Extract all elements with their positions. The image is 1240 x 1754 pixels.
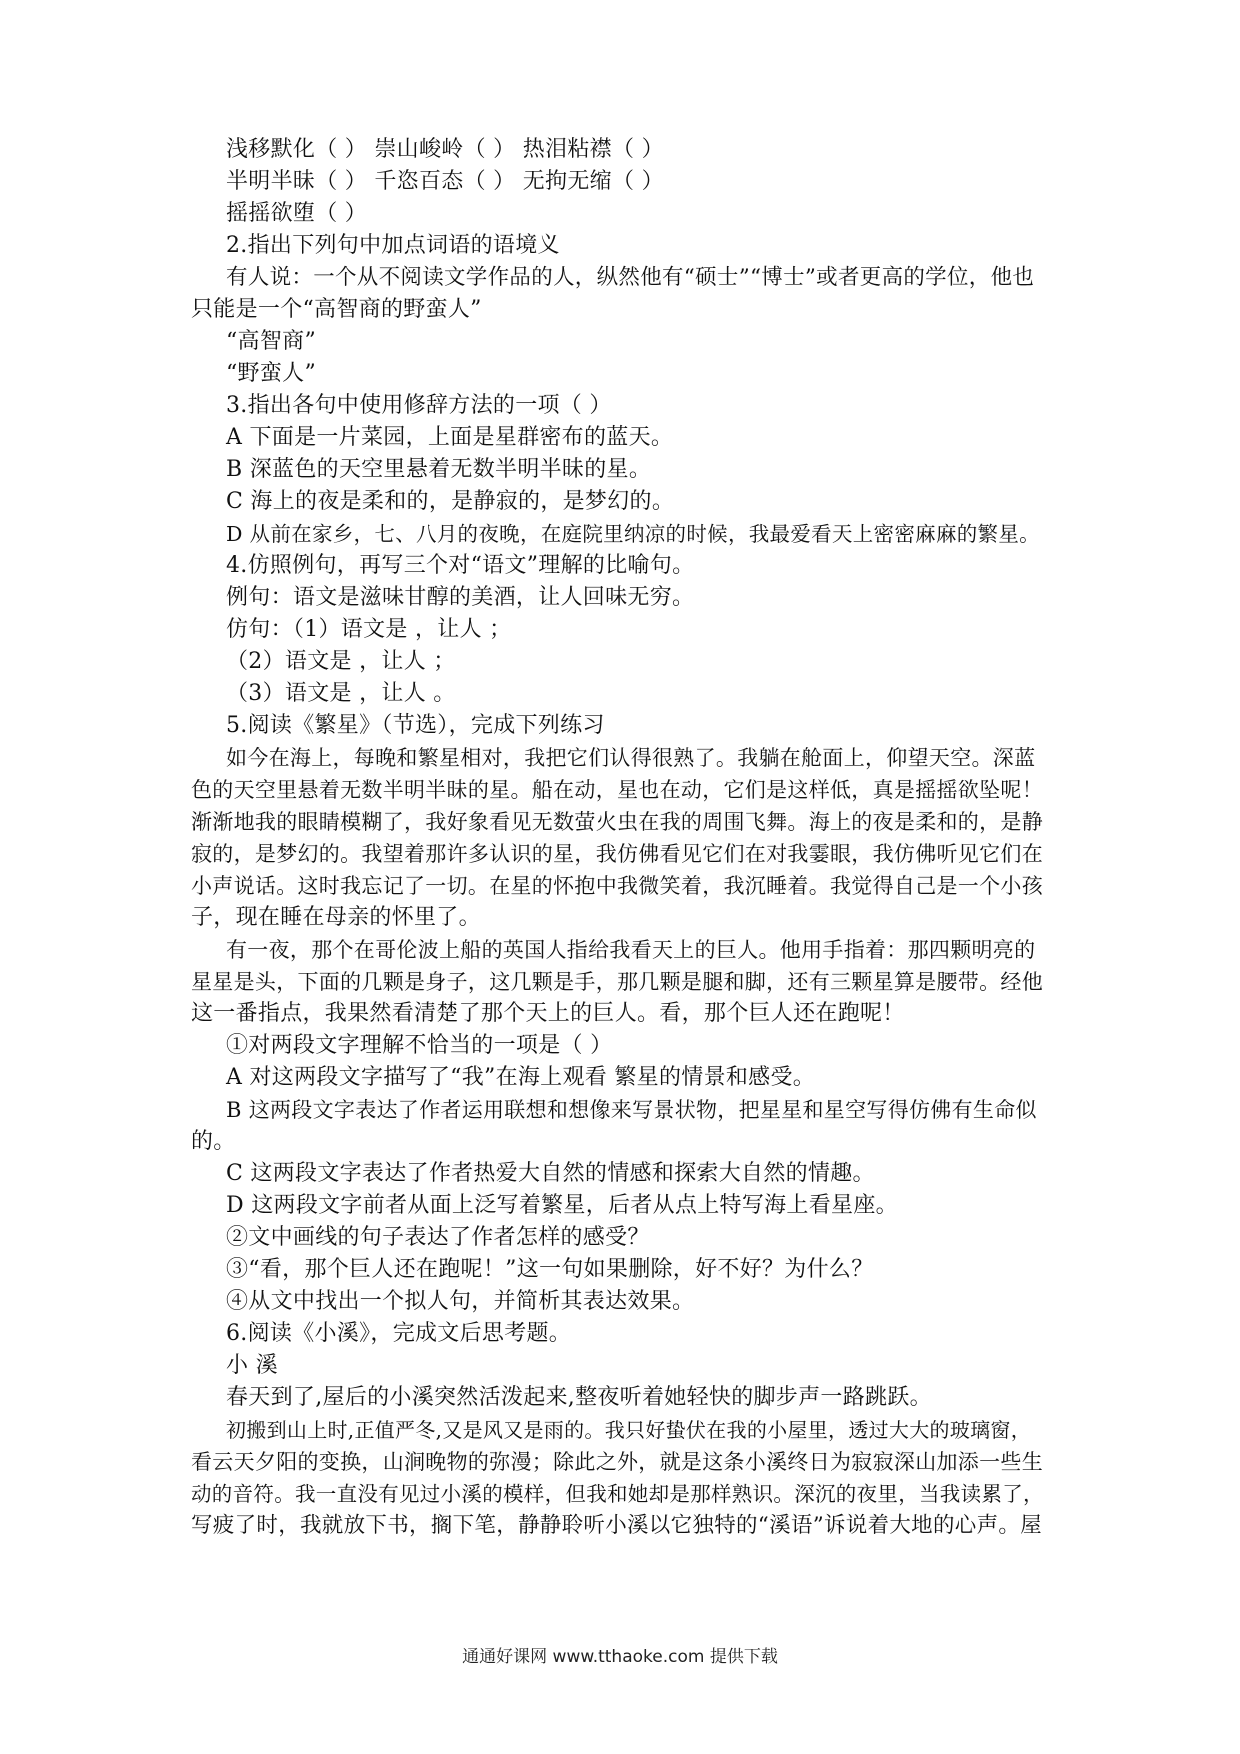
- question-6-title: 6.阅读《小溪》，完成文后思考题。: [226, 1321, 572, 1346]
- page-footer: 通通好课网 www.tthaoke.com 提供下载: [462, 1647, 778, 1667]
- question-3-title: 3.指出各句中使用修辞方法的一项（ ）: [226, 393, 612, 418]
- q4-example: 例句：语文是滋味甘醇的美酒，让人回味无穷。: [226, 585, 695, 610]
- q5-sub-1-option-b: B 这两段文字表达了作者运用联想和想像来写景状物，把星星和星空写得仿佛有生命似: [226, 1098, 1037, 1122]
- q2-passage-line-2: 只能是一个“高智商的野蛮人”: [191, 297, 482, 322]
- q6-passage-line-1: 春天到了,屋后的小溪突然活泼起来,整夜听着她轻快的脚步声一路跳跃。: [226, 1385, 932, 1410]
- q4-blank-1: 仿句：（1）语文是 ，让人 ；: [226, 617, 512, 642]
- q5-passage-line-1: 如今在海上，每晚和繁星相对，我把它们认得很熟了。我躺在舱面上，仰望天空。深蓝: [226, 746, 1036, 770]
- q3-option-a: A 下面是一片菜园，上面是星群密布的蓝天。: [226, 425, 674, 450]
- q2-passage-line-1: 有人说：一个从不阅读文学作品的人，纵然他有“硕士”“博士”或者更高的学位，他也: [226, 265, 1035, 290]
- q5-passage-line-9: 这一番指点，我果然看清楚了那个天上的巨人。看，那个巨人还在跑呢！: [191, 1001, 905, 1026]
- q3-option-c: C 海上的夜是柔和的，是静寂的，是梦幻的。: [226, 489, 675, 514]
- q5-sub-1-option-c: C 这两段文字表达了作者热爱大自然的情感和探索大自然的情趣。: [226, 1161, 875, 1186]
- q5-passage-line-8: 星星是头，下面的几颗是身子，这几颗是手，那几颗是腿和脚，还有三颗星算是腰带。经他: [191, 970, 1043, 994]
- q6-passage-line-2: 初搬到山上时,正值严冬,又是风又是雨的。我只好蛰伏在我的小屋里，透过大大的玻璃窗，: [226, 1418, 1032, 1442]
- question-2-title: 2.指出下列句中加点词语的语境义: [226, 233, 560, 258]
- q6-passage-title: 小 溪: [226, 1353, 278, 1378]
- idiom-row-1: 浅移默化（ ） 崇山峻岭（ ） 热泪粘襟（ ）: [226, 137, 664, 162]
- q5-sub-4: ④从文中找出一个拟人句，并简析其表达效果。: [226, 1289, 695, 1314]
- q5-passage-line-3: 渐渐地我的眼睛模糊了，我好象看见无数萤火虫在我的周围飞舞。海上的夜是柔和的，是静: [191, 810, 1043, 834]
- q4-blank-2: （2）语文是 ，让人 ；: [226, 649, 456, 674]
- q6-passage-line-3: 看云天夕阳的变换，山涧晚物的弥漫；除此之外，就是这条小溪终日为寂寂深山加添一些生: [191, 1450, 1043, 1474]
- q5-sub-1-option-d: D 这两段文字前者从面上泛写着繁星，后者从点上特写海上看星座。: [226, 1193, 898, 1218]
- q5-sub-1-option-a: A 对这两段文字描写了“我”在海上观看 繁星的情景和感受。: [226, 1065, 816, 1090]
- q5-sub-1-option-b-cont: 的。: [191, 1129, 236, 1154]
- q5-sub-3: ③“看，那个巨人还在跑呢！”这一句如果删除，好不好？为什么？: [226, 1257, 874, 1282]
- q5-passage-line-2: 色的天空里悬着无数半明半昧的星。船在动，星也在动，它们是这样低，真是摇摇欲坠呢！: [191, 778, 1043, 802]
- q3-option-b: B 深蓝色的天空里悬着无数半明半昧的星。: [226, 457, 652, 482]
- q3-option-d: D 从前在家乡，七、八月的夜晚，在庭院里纳凉的时候，我最爱看天上密密麻麻的繁星。: [226, 522, 1040, 546]
- q5-passage-line-7: 有一夜，那个在哥伦波上船的英国人指给我看天上的巨人。他用手指着：那四颗明亮的: [226, 938, 1036, 962]
- q2-term-2: “野蛮人”: [226, 361, 316, 386]
- question-4-title: 4.仿照例句，再写三个对“语文”理解的比喻句。: [226, 553, 695, 578]
- q2-term-1: “高智商”: [226, 329, 316, 354]
- q5-sub-2: ②文中画线的句子表达了作者怎样的感受？: [226, 1225, 650, 1250]
- q5-passage-line-4: 寂的，是梦幻的。我望着那许多认识的星，我仿佛看见它们在对我霎眼，我仿佛听见它们在: [191, 842, 1043, 866]
- question-5-title: 5.阅读《繁星》（节选），完成下列练习: [226, 713, 605, 738]
- q5-passage-line-6: 子，现在睡在母亲的怀里了。: [191, 905, 481, 930]
- idiom-row-2: 半明半昧（ ） 千恣百态（ ） 无拘无缩（ ）: [226, 169, 664, 194]
- q4-blank-3: （3）语文是 ，让人 。: [226, 681, 456, 706]
- idiom-row-3: 摇摇欲堕（ ）: [226, 201, 368, 226]
- q5-passage-line-5: 小声说话。这时我忘记了一切。在星的怀抱中我微笑着，我沉睡着。我觉得自己是一个小孩: [191, 874, 1043, 898]
- q6-passage-line-4: 动的音符。我一直没有见过小溪的模样，但我和她却是那样熟识。深沉的夜里，当我读累了，: [191, 1482, 1044, 1506]
- q6-passage-line-5: 写疲了时，我就放下书，搁下笔，静静聆听小溪以它独特的“溪语”诉说着大地的心声。屋: [191, 1513, 1042, 1538]
- q5-sub-1: ①对两段文字理解不恰当的一项是（ ）: [226, 1033, 613, 1058]
